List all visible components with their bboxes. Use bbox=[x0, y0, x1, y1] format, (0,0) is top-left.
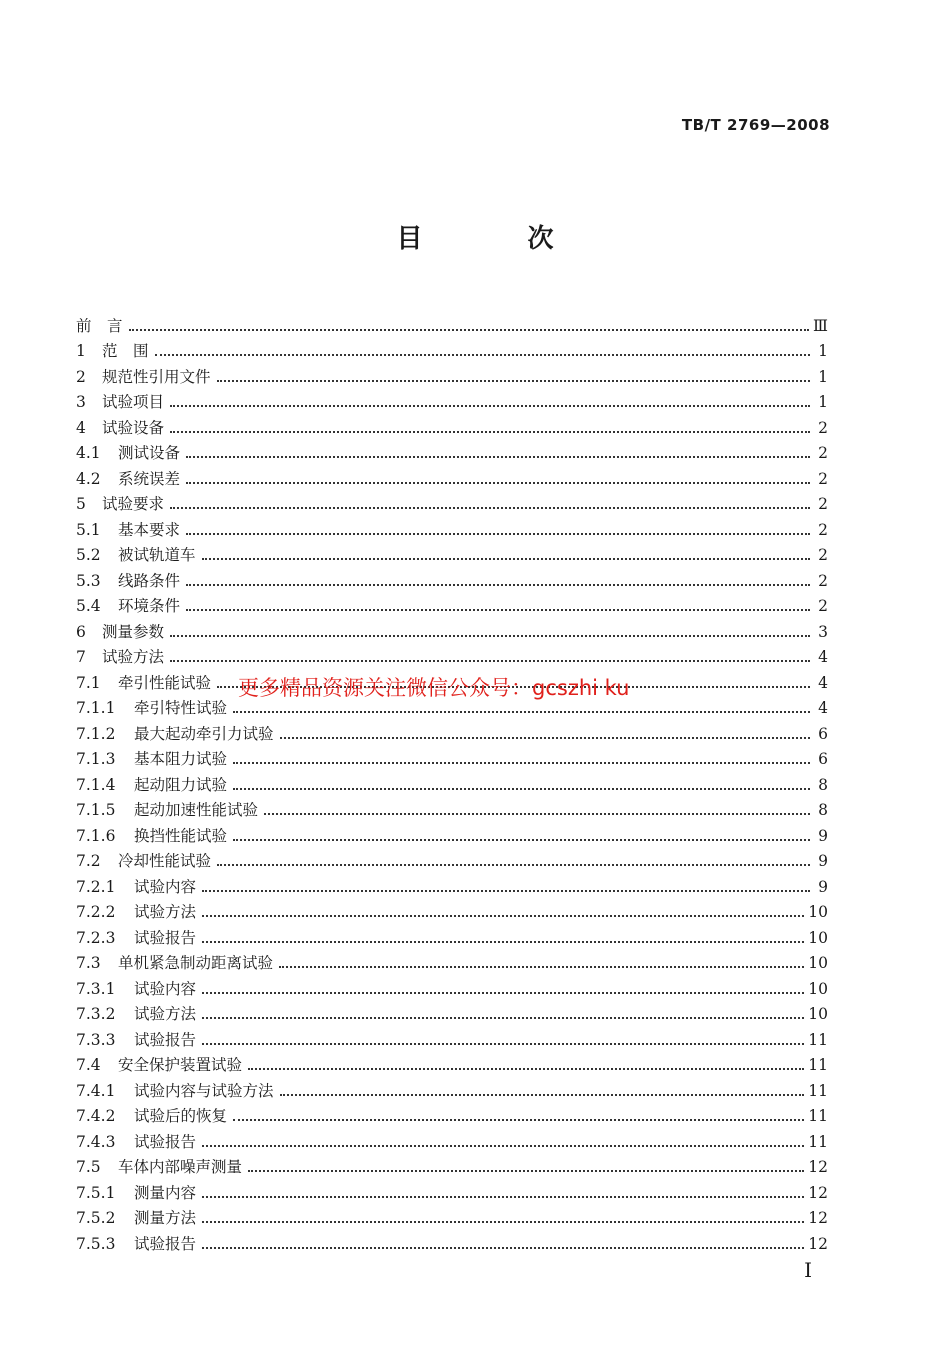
toc-entry[interactable] bbox=[76, 820, 828, 846]
toc-entry-number: 7.1.2 bbox=[76, 724, 116, 743]
toc-entry[interactable] bbox=[76, 412, 828, 438]
toc-leader-dots bbox=[170, 660, 810, 662]
toc-entry-number: 7.1 bbox=[76, 673, 101, 692]
toc-entry-page: 2 bbox=[818, 444, 828, 462]
toc-entry[interactable] bbox=[76, 769, 828, 795]
toc-entry-page: 12 bbox=[808, 1158, 828, 1176]
toc-entry-number: 6 bbox=[76, 622, 86, 641]
toc-leader-dots bbox=[202, 1196, 804, 1198]
toc-leader-dots bbox=[170, 431, 810, 433]
toc-entry-label: 试验后的恢复 bbox=[134, 1107, 228, 1125]
toc-entry-page: 9 bbox=[818, 826, 828, 845]
toc-entry-number: 7.1.4 bbox=[76, 775, 116, 794]
toc-leader-dots bbox=[233, 711, 810, 713]
toc-leader-dots bbox=[248, 1170, 804, 1172]
toc-entry-page: 12 bbox=[808, 1234, 828, 1253]
toc-entry-label: 规范性引用文件 bbox=[102, 367, 211, 386]
toc-leader-dots bbox=[233, 839, 810, 841]
toc-leader-dots bbox=[202, 558, 810, 560]
toc-entry-page: 12 bbox=[808, 1183, 828, 1202]
toc-entry-page: 1 bbox=[818, 393, 828, 411]
toc-entry-label: 线路条件 bbox=[118, 571, 181, 590]
toc-leader-dots bbox=[202, 1017, 804, 1019]
toc-entry[interactable] bbox=[76, 1177, 828, 1203]
toc-entry[interactable] bbox=[76, 310, 828, 336]
toc-leader-dots bbox=[264, 813, 810, 815]
toc-entry-page: Ⅲ bbox=[813, 316, 828, 335]
toc-entry-page: 6 bbox=[818, 750, 828, 768]
toc-entry-number: 7.2.1 bbox=[76, 877, 116, 896]
toc-entry[interactable] bbox=[76, 948, 828, 974]
toc-entry-number: 7.5.2 bbox=[76, 1209, 116, 1227]
toc-leader-dots bbox=[202, 1221, 804, 1223]
toc-entry-page: 10 bbox=[808, 954, 828, 972]
toc-entry-page: 8 bbox=[818, 775, 828, 794]
toc-entry-label: 试验内容 bbox=[134, 877, 197, 896]
toc-entry-page: 10 bbox=[808, 979, 828, 998]
toc-entry[interactable] bbox=[76, 1126, 828, 1152]
toc-entry[interactable] bbox=[76, 795, 828, 821]
toc-leader-dots bbox=[170, 405, 810, 407]
toc-entry-number: 4.2 bbox=[76, 469, 101, 488]
toc-entry[interactable] bbox=[76, 463, 828, 489]
toc-entry-label: 冷却性能试验 bbox=[118, 852, 212, 870]
toc-entry-number: 7.4.3 bbox=[76, 1132, 116, 1151]
toc-entry-number: 2 bbox=[76, 367, 86, 386]
toc-entry-page: 2 bbox=[818, 546, 828, 564]
toc-entry-number: 1 bbox=[76, 342, 86, 360]
toc-entry-number: 7.1.3 bbox=[76, 750, 116, 768]
toc-entry-page: 10 bbox=[808, 1005, 828, 1023]
toc-entry[interactable] bbox=[76, 871, 828, 897]
toc-entry-label: 前 言 bbox=[76, 316, 123, 335]
toc-entry[interactable] bbox=[76, 565, 828, 591]
toc-leader-dots bbox=[248, 1068, 804, 1070]
toc-entry[interactable] bbox=[76, 1228, 828, 1254]
toc-leader-dots bbox=[217, 380, 810, 382]
toc-entry-number: 7.5.3 bbox=[76, 1234, 116, 1253]
toc-entry-label: 试验内容与试验方法 bbox=[134, 1081, 274, 1100]
toc-entry-page: 10 bbox=[808, 928, 828, 947]
toc-entry-label: 换挡性能试验 bbox=[134, 826, 228, 845]
toc-entry-number: 7.4.2 bbox=[76, 1107, 116, 1125]
toc-entry-label: 测量参数 bbox=[102, 622, 165, 641]
toc-leader-dots bbox=[217, 864, 810, 866]
toc-entry-page: 3 bbox=[818, 622, 828, 641]
toc-entry-number: 5.4 bbox=[76, 597, 101, 615]
toc-entry-number: 7.1.5 bbox=[76, 801, 116, 819]
toc-leader-dots bbox=[202, 1145, 804, 1147]
toc-entry-label: 车体内部噪声测量 bbox=[118, 1158, 243, 1176]
toc-entry-number: 5.3 bbox=[76, 571, 101, 590]
toc-entry-label: 试验报告 bbox=[134, 1132, 197, 1151]
toc-entry-page: 2 bbox=[818, 597, 828, 615]
toc-entry-number: 7.1.1 bbox=[76, 699, 116, 717]
toc-leader-dots bbox=[202, 941, 804, 943]
toc-leader-dots bbox=[186, 456, 810, 458]
toc-entry-page: 11 bbox=[808, 1056, 828, 1074]
toc-entry-page: 11 bbox=[808, 1107, 828, 1125]
toc-entry-page: 12 bbox=[808, 1209, 828, 1227]
toc-entry[interactable] bbox=[76, 642, 828, 668]
toc-leader-dots bbox=[202, 915, 804, 917]
toc-leader-dots bbox=[280, 1094, 805, 1096]
toc-entry[interactable] bbox=[76, 718, 828, 744]
toc-entry-number: 4.1 bbox=[76, 444, 101, 462]
toc-leader-dots bbox=[233, 788, 810, 790]
toc-leader-dots bbox=[170, 635, 810, 637]
toc-entry-label: 试验方法 bbox=[102, 648, 165, 666]
toc-entry-label: 牵引性能试验 bbox=[118, 673, 212, 692]
toc-leader-dots bbox=[186, 482, 810, 484]
toc-entry-number: 7.2.3 bbox=[76, 928, 116, 947]
toc-entry-page: 2 bbox=[818, 469, 828, 488]
toc-entry-page: 2 bbox=[818, 520, 828, 539]
toc-entry-label: 试验方法 bbox=[134, 1005, 197, 1023]
toc-entry-label: 安全保护装置试验 bbox=[118, 1056, 243, 1074]
toc-entry-label: 试验报告 bbox=[134, 1030, 197, 1049]
toc-entry[interactable] bbox=[76, 1101, 828, 1127]
toc-entry-number: 7.3.2 bbox=[76, 1005, 116, 1023]
toc-entry-label: 试验项目 bbox=[102, 393, 165, 411]
toc-entry-page: 2 bbox=[818, 571, 828, 590]
toc-entry-number: 7 bbox=[76, 648, 86, 666]
toc-leader-dots bbox=[280, 737, 810, 739]
toc-entry-label: 范 围 bbox=[102, 342, 149, 360]
watermark-text: 更多精品资源关注微信公众号：gcszhi ku bbox=[238, 676, 630, 700]
toc-entry-number: 7.2 bbox=[76, 852, 101, 870]
table-of-contents bbox=[76, 310, 828, 1254]
toc-entry-number: 3 bbox=[76, 393, 86, 411]
toc-entry[interactable] bbox=[76, 1203, 828, 1229]
toc-entry-label: 环境条件 bbox=[118, 597, 181, 615]
toc-entry-label: 试验设备 bbox=[102, 418, 165, 437]
toc-entry[interactable] bbox=[76, 361, 828, 387]
toc-entry-page: 9 bbox=[818, 877, 828, 896]
toc-leader-dots bbox=[186, 609, 810, 611]
toc-leader-dots bbox=[129, 329, 810, 331]
toc-entry[interactable] bbox=[76, 846, 828, 872]
toc-entry-number: 5.2 bbox=[76, 546, 101, 564]
toc-entry-label: 被试轨道车 bbox=[118, 546, 196, 564]
toc-leader-dots bbox=[186, 533, 810, 535]
toc-entry-label: 试验要求 bbox=[102, 495, 165, 513]
toc-entry[interactable] bbox=[76, 1024, 828, 1050]
toc-entry-page: 10 bbox=[808, 903, 828, 921]
toc-entry-page: 8 bbox=[818, 801, 828, 819]
toc-entry-number: 7.4.1 bbox=[76, 1081, 116, 1100]
toc-entry[interactable] bbox=[76, 1050, 828, 1076]
toc-entry[interactable] bbox=[76, 1075, 828, 1101]
toc-leader-dots bbox=[186, 584, 810, 586]
toc-entry[interactable] bbox=[76, 540, 828, 566]
toc-entry[interactable] bbox=[76, 489, 828, 515]
toc-entry[interactable] bbox=[76, 897, 828, 923]
toc-entry-page: 11 bbox=[808, 1132, 828, 1151]
toc-entry-label: 测试设备 bbox=[118, 444, 181, 462]
toc-entry-label: 基本要求 bbox=[118, 520, 181, 539]
toc-leader-dots bbox=[233, 762, 810, 764]
toc-entry[interactable] bbox=[76, 744, 828, 770]
toc-entry-number: 7.2.2 bbox=[76, 903, 116, 921]
toc-entry-page: 1 bbox=[818, 367, 828, 386]
toc-leader-dots bbox=[170, 507, 810, 509]
toc-entry-number: 4 bbox=[76, 418, 86, 437]
toc-entry-number: 7.3.3 bbox=[76, 1030, 116, 1049]
toc-leader-dots bbox=[202, 1247, 804, 1249]
toc-entry-number: 7.5.1 bbox=[76, 1183, 116, 1202]
toc-entry-label: 起动加速性能试验 bbox=[134, 801, 259, 819]
toc-entry-number: 7.3.1 bbox=[76, 979, 116, 998]
toc-entry-page: 4 bbox=[818, 673, 828, 692]
toc-entry-page: 2 bbox=[818, 418, 828, 437]
toc-entry-label: 测量内容 bbox=[134, 1183, 197, 1202]
toc-entry-page: 4 bbox=[818, 699, 828, 717]
toc-leader-dots bbox=[202, 1043, 804, 1045]
toc-entry[interactable] bbox=[76, 336, 828, 362]
toc-entry-page: 2 bbox=[818, 495, 828, 513]
toc-leader-dots bbox=[233, 1119, 804, 1121]
toc-entry-label: 牵引特性试验 bbox=[134, 699, 228, 717]
toc-entry-label: 试验方法 bbox=[134, 903, 197, 921]
toc-entry-number: 5 bbox=[76, 495, 86, 513]
toc-entry[interactable] bbox=[76, 591, 828, 617]
document-code: TB/T 2769—2008 bbox=[681, 116, 830, 134]
toc-entry-page: 6 bbox=[818, 724, 828, 743]
toc-entry-label: 试验内容 bbox=[134, 979, 197, 998]
page-title: 目 次 bbox=[396, 224, 602, 254]
toc-entry-page: 4 bbox=[818, 648, 828, 666]
toc-entry-label: 起动阻力试验 bbox=[134, 775, 228, 794]
footer-page-number: I bbox=[804, 1258, 812, 1282]
toc-entry-label: 试验报告 bbox=[134, 928, 197, 947]
toc-leader-dots bbox=[279, 966, 804, 968]
toc-leader-dots bbox=[202, 992, 804, 994]
toc-entry[interactable] bbox=[76, 616, 828, 642]
toc-entry-page: 1 bbox=[818, 342, 828, 360]
toc-entry-label: 系统误差 bbox=[118, 469, 181, 488]
toc-entry-label: 测量方法 bbox=[134, 1209, 197, 1227]
toc-entry-number: 5.1 bbox=[76, 520, 101, 539]
toc-entry-number: 7.5 bbox=[76, 1158, 101, 1176]
toc-entry-label: 最大起动牵引力试验 bbox=[134, 724, 274, 743]
toc-entry[interactable] bbox=[76, 438, 828, 464]
toc-entry[interactable] bbox=[76, 1152, 828, 1178]
toc-entry-number: 7.3 bbox=[76, 954, 101, 972]
toc-entry[interactable] bbox=[76, 387, 828, 413]
toc-entry[interactable] bbox=[76, 999, 828, 1025]
toc-entry-number: 7.1.6 bbox=[76, 826, 116, 845]
toc-entry-number: 7.4 bbox=[76, 1056, 101, 1074]
toc-entry-page: 11 bbox=[808, 1081, 828, 1100]
toc-entry[interactable] bbox=[76, 973, 828, 999]
toc-entry-label: 单机紧急制动距离试验 bbox=[118, 954, 274, 972]
toc-entry-page: 11 bbox=[808, 1030, 828, 1049]
toc-entry[interactable] bbox=[76, 514, 828, 540]
toc-entry-label: 基本阻力试验 bbox=[134, 750, 228, 768]
toc-leader-dots bbox=[202, 890, 810, 892]
toc-leader-dots bbox=[155, 354, 810, 356]
toc-entry-label: 试验报告 bbox=[134, 1234, 197, 1253]
toc-entry-page: 9 bbox=[818, 852, 828, 870]
toc-entry[interactable] bbox=[76, 922, 828, 948]
